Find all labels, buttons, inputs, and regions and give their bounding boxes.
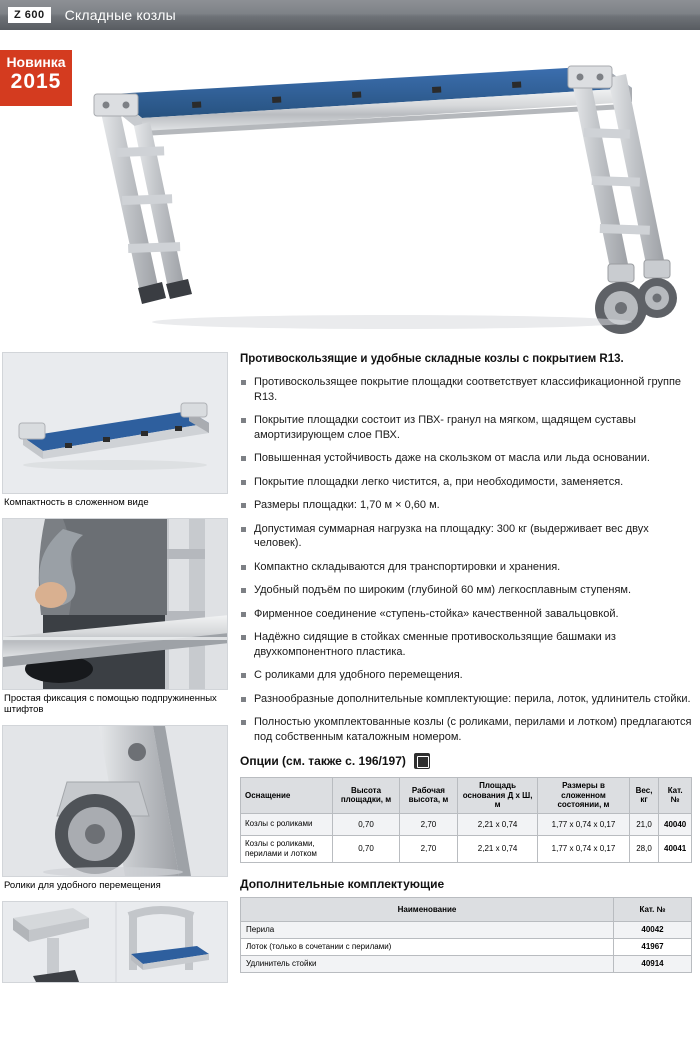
cell-base-area: 2,21 х 0,74 — [458, 835, 538, 862]
list-item: Покрытие площадки легко чистится, а, при необходимости, заменяется. — [240, 475, 692, 490]
table-row — [241, 938, 692, 955]
cell-weight: 28,0 — [629, 835, 658, 862]
thumbnail-column — [2, 352, 230, 996]
column-header-catalog-number: Кат. № — [614, 897, 692, 921]
thumbnail-image-folded — [2, 352, 228, 494]
table-row — [241, 921, 692, 938]
list-item: Разнообразные дополнительные комплектующие: перила, лоток, удлинитель стойки. — [240, 692, 692, 707]
cell-catalog-number: 41967 — [614, 938, 692, 955]
column-header-working-height: Рабочая высота, м — [399, 778, 457, 814]
column-header-platform-height: Высота площадки, м — [333, 778, 400, 814]
thumbnail-caption-fixation: Простая фиксация с помощью подпружиненных штифтов — [4, 693, 217, 715]
cell-base-area: 2,21 х 0,74 — [458, 813, 538, 835]
list-item: С роликами для удобного перемещения. — [240, 668, 692, 683]
table-row — [241, 955, 692, 972]
intro-text: Противоскользящие и удобные складные козлы с покрытием R13. — [240, 353, 624, 365]
thumbnail-block-accessories — [2, 901, 230, 988]
thumbnail-block-caster — [2, 725, 230, 893]
cell-platform-height: 0,70 — [333, 813, 400, 835]
specifications-table — [240, 777, 692, 863]
cell-equipment: Козлы с роликами — [241, 813, 333, 835]
catalog-pointer-icon — [414, 753, 430, 769]
list-item: Размеры площадки: 1,70 м × 0,60 м. — [240, 498, 692, 513]
list-item: Надёжно сидящие в стойках сменные противоскользящие башмаки из двухкомпонентного пластика. — [240, 630, 692, 659]
table-header-row — [241, 778, 692, 814]
cell-equipment: Козлы с роликами, перилами и лотком — [241, 835, 333, 862]
cell-folded-dimensions: 1,77 х 0,74 х 0,17 — [538, 813, 630, 835]
options-heading-label: Опции (см. также с. 196/197) — [240, 754, 406, 768]
thumbnail-image-accessories — [2, 901, 228, 983]
table-row — [241, 813, 692, 835]
cell-catalog-number: 40040 — [659, 813, 692, 835]
thumbnail-caption-accessories — [2, 983, 230, 988]
novelty-badge-year: 2015 — [10, 70, 62, 93]
cell-name: Удлинитель стойки — [241, 955, 614, 972]
thumbnail-block-fixation — [2, 518, 230, 717]
hero-product-image — [72, 36, 692, 336]
list-item: Допустимая суммарная нагрузка на площадку: 300 кг (выдерживает вес двух человек). — [240, 522, 692, 551]
table-row — [241, 835, 692, 862]
cell-catalog-number: 40042 — [614, 921, 692, 938]
cell-catalog-number: 40914 — [614, 955, 692, 972]
page-header — [0, 0, 700, 30]
column-header-name: Наименование — [241, 897, 614, 921]
column-header-weight: Вес, кг — [629, 778, 658, 814]
addons-heading: Дополнительные комплектующие — [240, 876, 445, 891]
thumbnail-caption-caster: Ролики для удобного перемещения — [4, 880, 161, 891]
options-heading — [240, 753, 692, 769]
novelty-badge — [0, 50, 72, 106]
cell-platform-height: 0,70 — [333, 835, 400, 862]
list-item: Покрытие площадки состоит из ПВХ- гранул на мягком, щадящем суставы амортизирующем слое ПВХ. — [240, 413, 692, 442]
thumbnail-block-folded — [2, 352, 230, 510]
feature-list — [240, 375, 692, 744]
list-item: Полностью укомплектованные козлы (с роликами, перилами и лотком) предлагаются под собственным каталожным номером. — [240, 715, 692, 744]
thumbnail-caption-folded: Компактность в сложенном виде — [4, 497, 149, 508]
thumbnail-image-caster — [2, 725, 228, 877]
list-item: Фирменное соединение «ступень-стойка» качественной завальцовкой. — [240, 607, 692, 622]
content-column — [240, 352, 692, 973]
novelty-badge-line1: Новинка — [6, 54, 66, 70]
cell-name: Лоток (только в сочетании с перилами) — [241, 938, 614, 955]
page-title: Складные козлы — [64, 7, 176, 23]
column-header-folded-dimensions: Размеры в сложенном состоянии, м — [538, 778, 630, 814]
table-header-row — [241, 897, 692, 921]
column-header-catalog-number: Кат. № — [659, 778, 692, 814]
cell-folded-dimensions: 1,77 х 0,74 х 0,17 — [538, 835, 630, 862]
cell-working-height: 2,70 — [399, 835, 457, 862]
thumbnail-image-fixation — [2, 518, 228, 690]
list-item: Повышенная устойчивость даже на скользком от масла или льда основании. — [240, 451, 692, 466]
cell-catalog-number: 40041 — [659, 835, 692, 862]
list-item: Компактно складываются для транспортировки и хранения. — [240, 560, 692, 575]
list-item: Удобный подъём по широким (глубиной 60 мм) легкосплавным ступеням. — [240, 583, 692, 598]
cell-weight: 21,0 — [629, 813, 658, 835]
cell-working-height: 2,70 — [399, 813, 457, 835]
product-code-badge: Z 600 — [8, 7, 51, 23]
list-item: Противоскользящее покрытие площадки соответствует классификационной группе R13. — [240, 375, 692, 404]
column-header-equipment: Оснащение — [241, 778, 333, 814]
cell-name: Перила — [241, 921, 614, 938]
column-header-base-area: Площадь основания Д х Ш, м — [458, 778, 538, 814]
accessories-table — [240, 897, 692, 973]
